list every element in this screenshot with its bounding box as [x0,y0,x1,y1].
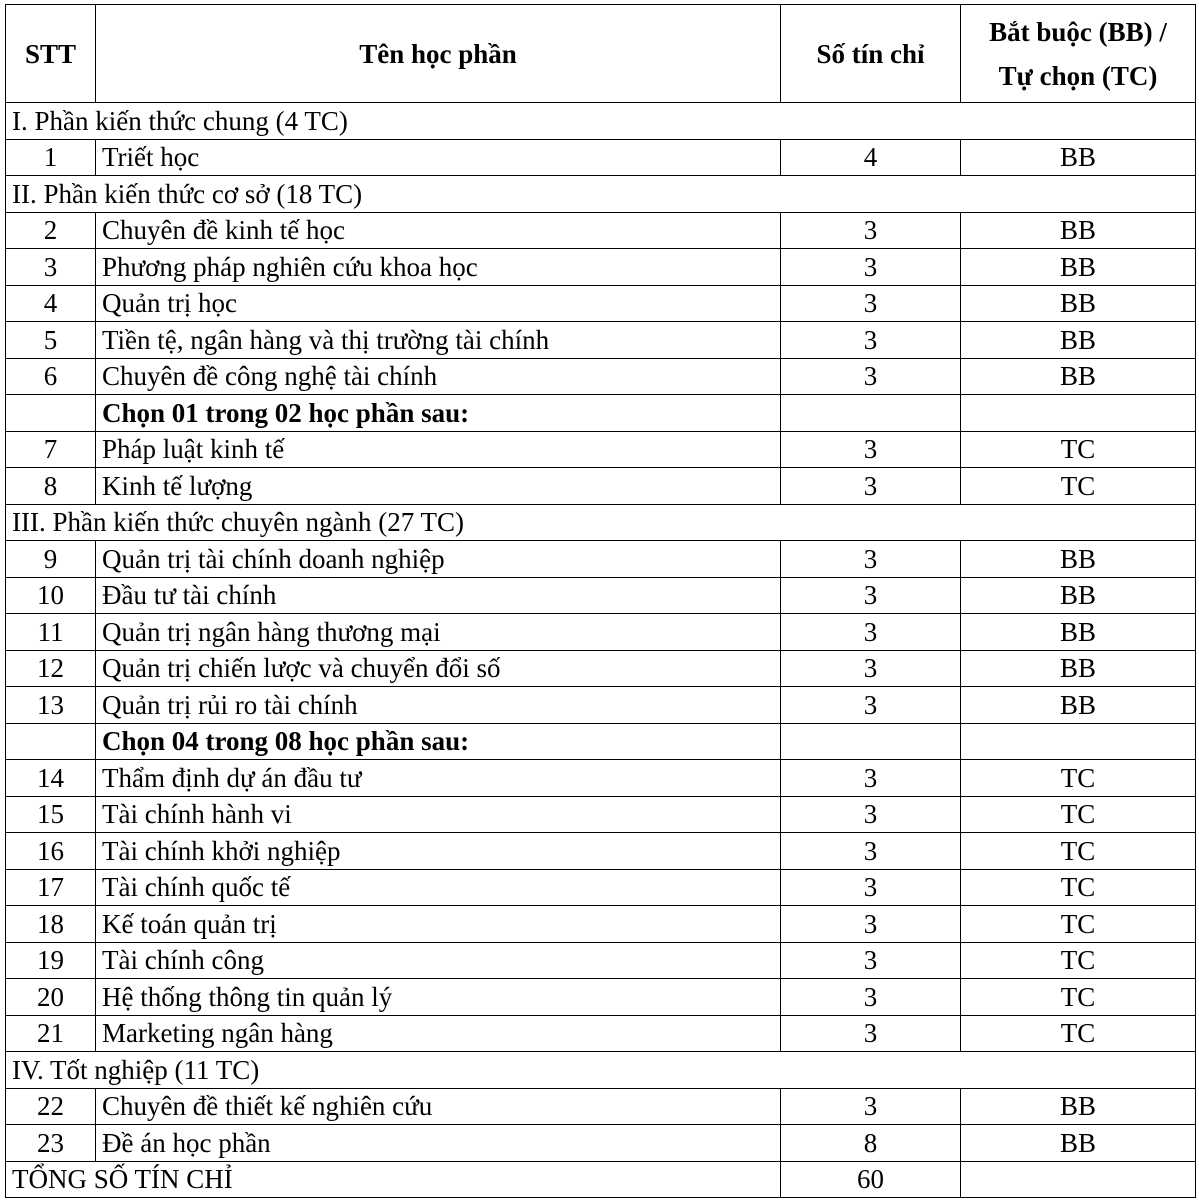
table-row [6,979,1196,1016]
course-name: Chuyên đề kinh tế học [96,212,781,249]
course-credits: 3 [781,869,961,906]
table-row [6,431,1196,468]
section-title: I. Phần kiến thức chung (4 TC) [6,103,1196,140]
header-type-line1: Bắt buộc (BB) / [989,16,1167,47]
credits-empty [781,395,961,432]
table-row [6,541,1196,578]
course-credits: 3 [781,468,961,505]
course-credits: 3 [781,358,961,395]
stt-empty [6,395,96,432]
course-stt: 13 [6,687,96,724]
course-credits: 3 [781,906,961,943]
course-name: Pháp luật kinh tế [96,431,781,468]
table-footer [6,1161,1196,1198]
course-name: Đầu tư tài chính [96,577,781,614]
course-stt: 21 [6,1015,96,1052]
table-row [6,139,1196,176]
section-row [6,103,1196,140]
course-stt: 2 [6,212,96,249]
table-row [6,1125,1196,1162]
course-stt: 18 [6,906,96,943]
course-stt: 23 [6,1125,96,1162]
course-name: Quản trị rủi ro tài chính [96,687,781,724]
total-label: TỔNG SỐ TÍN CHỈ [6,1161,781,1198]
table-body [6,103,1196,1162]
header-row [6,5,1196,103]
course-stt: 17 [6,869,96,906]
course-type: BB [961,285,1196,322]
course-type: TC [961,468,1196,505]
course-type: TC [961,796,1196,833]
course-type: TC [961,979,1196,1016]
course-name: Triết học [96,139,781,176]
header-stt: STT [6,5,96,103]
course-credits: 3 [781,687,961,724]
header-course-name: Tên học phần [96,5,781,103]
type-empty [961,723,1196,760]
section-row [6,1052,1196,1089]
course-stt: 9 [6,541,96,578]
course-name: Quản trị chiến lược và chuyển đổi số [96,650,781,687]
course-stt: 8 [6,468,96,505]
course-name: Chuyên đề công nghệ tài chính [96,358,781,395]
table-row [6,249,1196,286]
course-type: TC [961,942,1196,979]
course-type: BB [961,650,1196,687]
table-row [6,869,1196,906]
curriculum-table [5,4,1196,1198]
table-row [6,650,1196,687]
type-empty [961,395,1196,432]
table-row [6,796,1196,833]
course-type: TC [961,869,1196,906]
course-name: Hệ thống thông tin quản lý [96,979,781,1016]
course-name: Quản trị tài chính doanh nghiệp [96,541,781,578]
course-name: Quản trị học [96,285,781,322]
course-credits: 3 [781,760,961,797]
course-stt: 3 [6,249,96,286]
total-credits: 60 [781,1161,961,1198]
course-name: Tài chính công [96,942,781,979]
course-name: Phương pháp nghiên cứu khoa học [96,249,781,286]
table-row [6,833,1196,870]
course-credits: 3 [781,942,961,979]
header-type-line2: Tự chọn (TC) [998,60,1158,91]
course-stt: 11 [6,614,96,651]
course-stt: 4 [6,285,96,322]
course-stt: 15 [6,796,96,833]
section-row [6,176,1196,213]
course-type: BB [961,322,1196,359]
course-type: BB [961,139,1196,176]
course-credits: 3 [781,431,961,468]
elective-instruction-row [6,395,1196,432]
course-credits: 3 [781,322,961,359]
section-title: III. Phần kiến thức chuyên ngành (27 TC) [6,504,1196,541]
course-stt: 22 [6,1088,96,1125]
course-name: Quản trị ngân hàng thương mại [96,614,781,651]
course-stt: 12 [6,650,96,687]
table-header [6,5,1196,103]
course-name: Đề án học phần [96,1125,781,1162]
course-type: BB [961,1125,1196,1162]
course-stt: 20 [6,979,96,1016]
course-stt: 19 [6,942,96,979]
course-credits: 3 [781,833,961,870]
course-credits: 3 [781,577,961,614]
course-credits: 4 [781,139,961,176]
course-name: Tài chính khởi nghiệp [96,833,781,870]
stt-empty [6,723,96,760]
table-row [6,614,1196,651]
table-row [6,322,1196,359]
table-row [6,285,1196,322]
elective-instruction: Chọn 01 trong 02 học phần sau: [96,395,781,432]
credits-empty [781,723,961,760]
elective-instruction-row [6,723,1196,760]
table-row [6,212,1196,249]
course-type: BB [961,1088,1196,1125]
section-title: II. Phần kiến thức cơ sở (18 TC) [6,176,1196,213]
table-row [6,1088,1196,1125]
course-type: TC [961,1015,1196,1052]
table-row [6,468,1196,505]
section-row [6,504,1196,541]
course-type: TC [961,431,1196,468]
course-stt: 5 [6,322,96,359]
course-credits: 3 [781,650,961,687]
course-name: Marketing ngân hàng [96,1015,781,1052]
table-row [6,906,1196,943]
course-name: Thẩm định dự án đầu tư [96,760,781,797]
course-credits: 3 [781,249,961,286]
course-type: BB [961,249,1196,286]
course-name: Tài chính hành vi [96,796,781,833]
header-type [961,5,1196,103]
course-name: Tài chính quốc tế [96,869,781,906]
course-credits: 3 [781,979,961,1016]
table-row [6,577,1196,614]
table-row [6,687,1196,724]
course-type: BB [961,687,1196,724]
table-row [6,358,1196,395]
course-stt: 6 [6,358,96,395]
course-credits: 3 [781,614,961,651]
course-stt: 14 [6,760,96,797]
section-title: IV. Tốt nghiệp (11 TC) [6,1052,1196,1089]
course-credits: 3 [781,541,961,578]
course-credits: 8 [781,1125,961,1162]
course-name: Kế toán quản trị [96,906,781,943]
course-type: BB [961,577,1196,614]
course-stt: 1 [6,139,96,176]
course-name: Kinh tế lượng [96,468,781,505]
course-stt: 7 [6,431,96,468]
course-type: BB [961,212,1196,249]
table-row [6,942,1196,979]
course-stt: 10 [6,577,96,614]
course-type: BB [961,358,1196,395]
table-row [6,1015,1196,1052]
header-credits: Số tín chỉ [781,5,961,103]
elective-instruction: Chọn 04 trong 08 học phần sau: [96,723,781,760]
course-type: TC [961,760,1196,797]
course-credits: 3 [781,1088,961,1125]
course-name: Tiền tệ, ngân hàng và thị trường tài chính [96,322,781,359]
course-type: BB [961,614,1196,651]
total-type-empty [961,1161,1196,1198]
course-type: TC [961,906,1196,943]
course-type: BB [961,541,1196,578]
table-row [6,760,1196,797]
course-type: TC [961,833,1196,870]
course-credits: 3 [781,796,961,833]
course-credits: 3 [781,285,961,322]
course-credits: 3 [781,212,961,249]
course-name: Chuyên đề thiết kế nghiên cứu [96,1088,781,1125]
course-stt: 16 [6,833,96,870]
total-row [6,1161,1196,1198]
course-credits: 3 [781,1015,961,1052]
